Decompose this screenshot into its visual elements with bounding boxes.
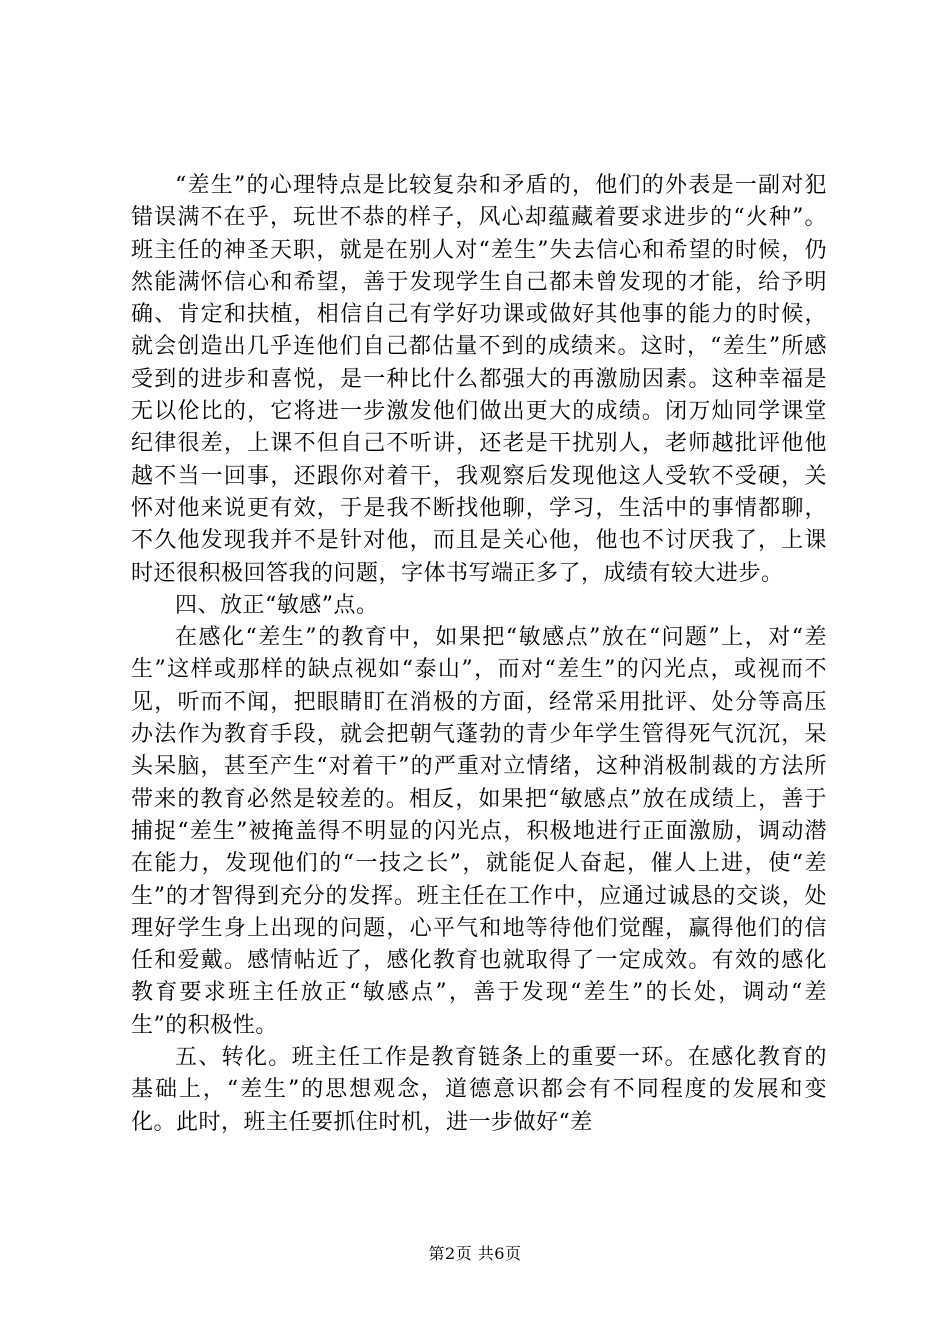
paragraph-2: 在感化“差生”的教育中，如果把“敏感点”放在“问题”上，对“差生”这样或那样的缺点视如“泰山”，而对“差生”的闪光点，或视而不见，听而不闻，把眼睛盯在消极的方面，经常采用批评、处分等高压办法作为教育手段，就会把朝气蓬勃的青少年学生管得死气沉沉，呆头呆脑，甚至产生“对着干”的严重对立情绪，这种消极制裁的方法所带来的教育必然是较差的。相反，如果把“敏感点”放在成绩上，善于捕捉“差生”被掩盖得不明显的闪光点，积极地进行正面激励，调动潜在能力，发现他们的“一技之长”，就能促人奋起，催人上进，使“差生”的才智得到充分的发挥。班主任在工作中，应通过诚恳的交谈，处理好学生身上出现的问题，心平气和地等待他们觉醒，赢得他们的信任和爱戴。感情帖近了，感化教育也就取得了一定成效。有效的感化教育要求班主任放正“敏感点”，善于发现“差生”的长处，调动“差生”的积极性。 bbox=[131, 625, 827, 1038]
document-body bbox=[131, 170, 827, 1139]
section-heading-4: 四、放正“敏感”点。 bbox=[175, 592, 379, 618]
paragraph-1: “差生”的心理特点是比较复杂和矛盾的，他们的外表是一副对犯错误满不在乎，玩世不恭的样子，风心却蕴藏着要求进步的“火种”。班主任的神圣天职，就是在别人对“差生”失去信心和希望的时候，仍然能满怀信心和希望，善于发现学生自己都未曾发现的才能，给予明确、肯定和扶植，相信自己有学好功课或做好其他事的能力的时候，就会创造出几乎连他们自己都估量不到的成绩来。这时，“差生”所感受到的进步和喜悦，是一种比什么都强大的再激励因素。这种幸福是无以伦比的，它将进一步激发他们做出更大的成绩。闭万灿同学课堂纪律很差，上课不但自己不听讲，还老是干扰别人，老师越批评他他越不当一回事，还跟你对着干，我观察后发现他这人受软不受硬，关怀对他来说更有效，于是我不断找他聊，学习，生活中的事情都聊，不久他发现我并不是针对他，而且是关心他，他也不讨厌我了，上课时还很积极回答我的问题，字体书写端正多了，成绩有较大进步。 bbox=[131, 173, 827, 586]
page-footer: 第2页 共6页 bbox=[428, 1244, 522, 1263]
paragraph-3: 五、转化。班主任工作是教育链条上的重要一环。在感化教育的基础上，“差生”的思想观念，道德意识都会有不同程度的发展和变化。此时，班主任要抓住时机，进一步做好“差 bbox=[131, 1045, 827, 1135]
